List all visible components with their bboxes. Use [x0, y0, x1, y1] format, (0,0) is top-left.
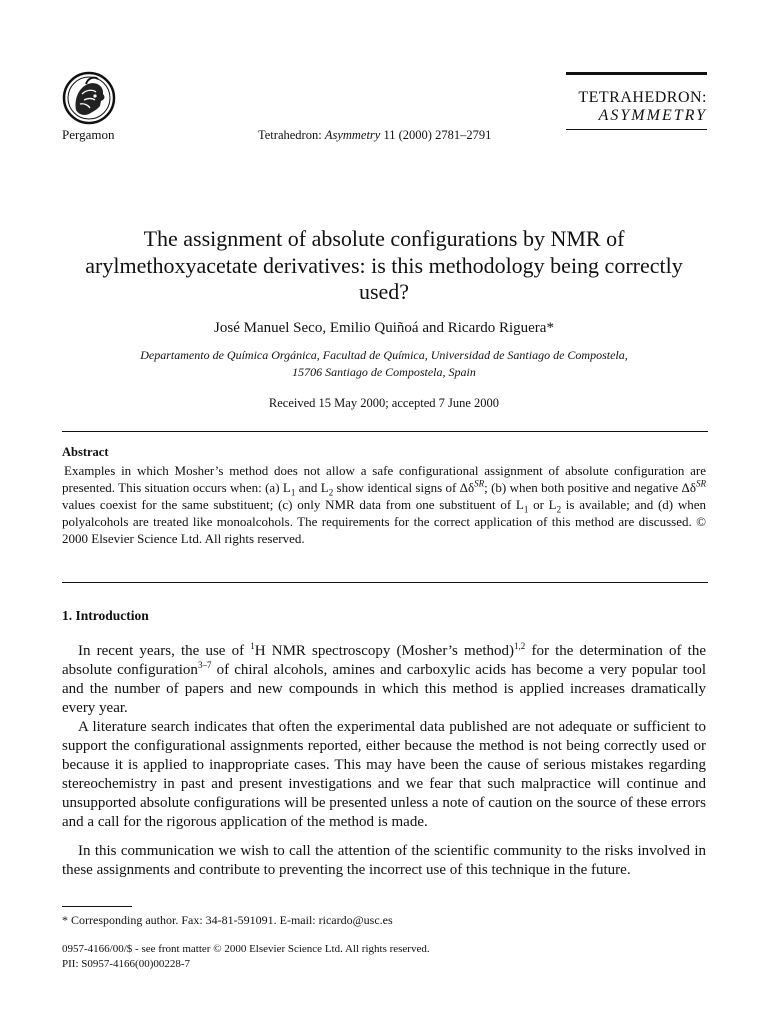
publisher-name: Pergamon — [62, 127, 115, 142]
corresponding-author-footnote: * Corresponding author. Fax: 34-81-591091. E-mail: ricardo@usc.es — [62, 913, 393, 927]
journal-citation: Tetrahedron: Asymmetry 11 (2000) 2781–2791 — [258, 128, 492, 142]
intro-paragraph-3: In this communication we wish to call the attention of the scientific community to the risks involved in these assignments and contribute to preventing the incorrect use of this technique in the future. — [62, 843, 706, 878]
publisher-logo — [62, 70, 116, 128]
divider-top — [62, 431, 708, 432]
journal-name-line1: TETRAHEDRON: — [578, 89, 707, 106]
abstract-heading: Abstract — [62, 445, 109, 459]
received-dates: Received 15 May 2000; accepted 7 June 2000 — [268, 396, 500, 410]
journal-name-block — [566, 72, 707, 130]
article-authors: José Manuel Seco, Emilio Quiñoá and Ricardo Riguera* — [214, 320, 554, 336]
author-affiliation: Departamento de Química Orgánica, Facultad de Química, Universidad de Santiago de Compostela, 15706 Santiago de Compostela, Spain — [140, 348, 628, 379]
article-title: The assignment of absolute configurations by NMR of arylmethoxyacetate derivatives: is this methodology being correctly used? — [85, 226, 683, 304]
journal-name-line2: ASYMMETRY — [598, 107, 707, 124]
section-heading-introduction: 1. Introduction — [62, 608, 149, 623]
intro-paragraph-2: A literature search indicates that often the experimental data published are not adequate or sufficient to support the configurational assignments reported, either because the method is not being correctly used or because it is applied to inappropriate cases. This may have been the cause of serious mistakes regarding stereochemistry in past and present investigations and we fear that such malpractice will continue and unsupported absolute configurations will be presented unless a note of caution on the source of these errors and a call for the rigorous application of the method is made. — [62, 719, 706, 830]
divider-bottom — [62, 582, 708, 583]
intro-paragraph-1: In recent years, the use of $^1$H NMR spectroscopy (Mosher’s method)$^{1,2}$ for the determination of the absolute configuration$^{3-7}$ of chiral alcohols, amines and carboxylic acids has become a very popular tool and the number of papers and new compounds in which this method is applied increases dramatically every year. — [62, 641, 707, 716]
abstract-text: Examples in which Mosher’s method does not allow a safe configurational assignment of absolute configuration are presented. This situation occurs when: (a) $L_1$ and $L_2$ show identical signs of $\Delta\delta^{SR}$; (b) when both positive and negative $\Delta\delta^{SR}$ values coexist for the same substituent; (c) only NMR data from one substituent of $L_1$ or $L_2$ is available; and (d) when polyalcohols are treated like monoalcohols. The requirements for the correct application of this method are discussed. © 2000 Elsevier Science Ltd. All rights reserved. — [62, 463, 706, 546]
copyright-imprint: 0957-4166/00/$ - see front matter © 2000 Elsevier Science Ltd. All rights reserved. PII: S0957-4166(00)00228-7 — [62, 943, 430, 970]
footnote-rule — [62, 906, 132, 907]
